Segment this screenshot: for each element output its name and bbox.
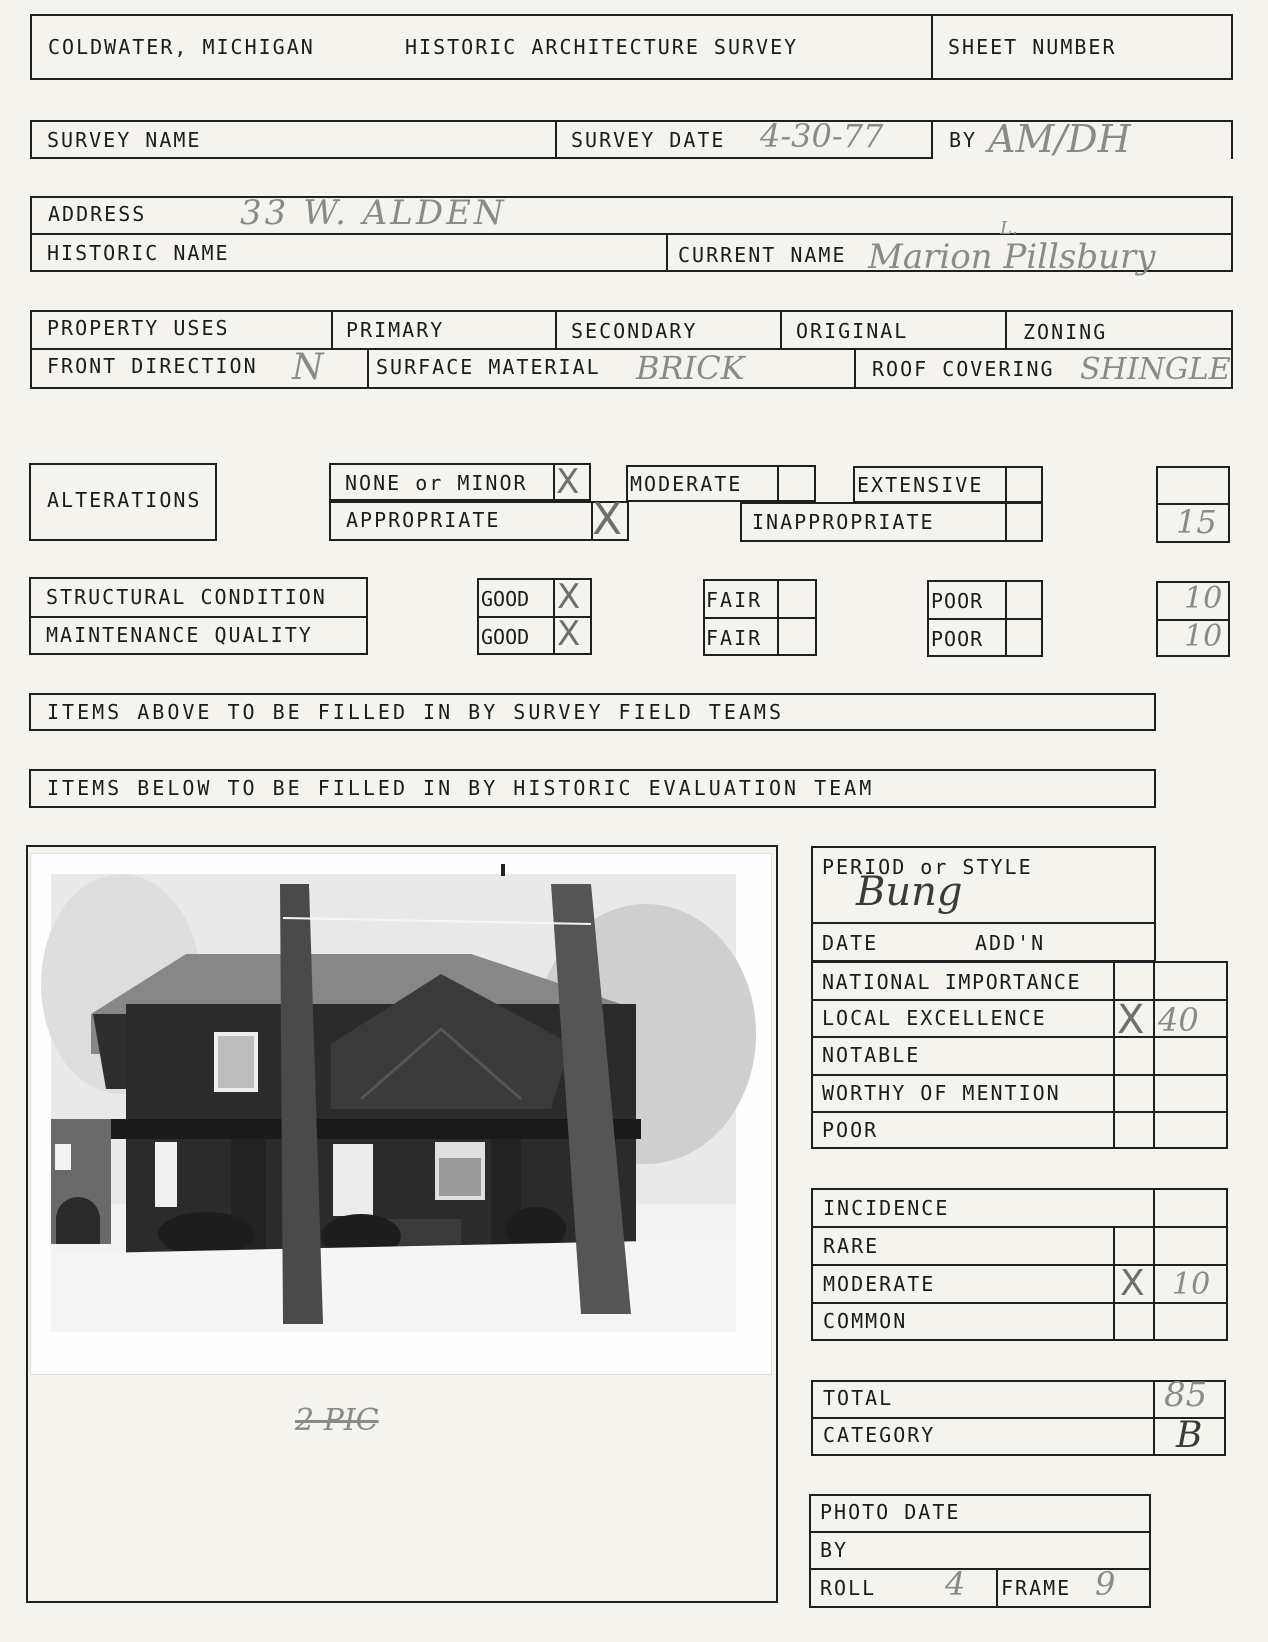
inappropriate-checkbox-div (1005, 502, 1007, 542)
note-below-left (29, 769, 31, 808)
survey-date-label: SURVEY DATE (571, 128, 726, 152)
good-maintenance-check: X (557, 614, 581, 654)
note-above-bottom (29, 729, 1156, 731)
totals-col (1153, 1380, 1155, 1456)
historic-name-label: HISTORIC NAME (47, 241, 230, 265)
current-name-label: CURRENT NAME (678, 243, 847, 267)
address-value: 33 W. ALDEN (240, 193, 507, 233)
form-title: HISTORIC ARCHITECTURE SURVEY (405, 35, 799, 59)
property-div-primary (331, 310, 333, 348)
fair-structural-label: FAIR (706, 588, 763, 612)
worthy-of-mention-label: WORTHY OF MENTION (822, 1081, 1061, 1105)
category-label: CATEGORY (823, 1423, 936, 1447)
common-label: COMMON (823, 1309, 908, 1333)
current-name-note: L. (1000, 218, 1018, 239)
fair-maintenance-label: FAIR (706, 626, 763, 650)
original-label: ORIGINAL (796, 319, 909, 343)
note-below-right (1154, 769, 1156, 808)
note-below-top (29, 769, 1156, 771)
roof-covering-label: ROOF COVERING (872, 357, 1055, 381)
survey-by-value: AM/DH (988, 117, 1131, 161)
addn-label: ADD'N (975, 931, 1046, 955)
primary-label: PRIMARY (346, 318, 445, 342)
structural-score: 10 (1184, 581, 1223, 616)
good-structural-label: GOOD (481, 587, 530, 611)
maintenance-quality-label: MAINTENANCE QUALITY (46, 623, 313, 647)
good-checkbox-div (553, 578, 555, 655)
period-style-value: Bung (856, 869, 963, 915)
local-excellence-check: X (1117, 997, 1145, 1043)
moderate-incidence-label: MODERATE (823, 1272, 936, 1296)
survey-row-div2 (931, 120, 933, 159)
roll-value: 4 (945, 1565, 966, 1603)
moderate-incidence-score: 10 (1172, 1267, 1211, 1302)
incidence-row-2 (811, 1264, 1228, 1266)
total-label: TOTAL (823, 1386, 894, 1410)
note-below-bottom (29, 806, 1156, 808)
period-style-label: PERIOD or STYLE (822, 855, 1033, 879)
address-label: ADDRESS (48, 202, 147, 226)
survey-row-div1 (555, 120, 557, 159)
front-direction-label: FRONT DIRECTION (47, 354, 258, 378)
moderate-incidence-check: X (1120, 1263, 1145, 1304)
appropriate-label: APPROPRIATE (346, 508, 501, 532)
survey-by-label: BY (949, 128, 978, 152)
rare-label: RARE (823, 1234, 880, 1258)
photo-caption: 2 PIC (295, 1403, 379, 1438)
appropriate-check: X (592, 494, 623, 545)
property-uses-label: PROPERTY USES (47, 316, 230, 340)
fair-divider (703, 617, 817, 619)
note-above-right (1154, 693, 1156, 731)
photo-info-col (996, 1568, 998, 1608)
note-below: ITEMS BELOW TO BE FILLED IN BY HISTORIC EVALUATION TEAM (47, 776, 875, 800)
poor-checkbox-div (1005, 580, 1007, 657)
house-photo-svg (31, 854, 771, 1374)
importance-row-4 (811, 1111, 1228, 1113)
note-above-top (29, 693, 1156, 695)
frame-label: FRAME (1001, 1576, 1072, 1600)
property-div-secondary (555, 310, 557, 348)
house-photo (30, 853, 772, 1375)
local-excellence-label: LOCAL EXCELLENCE (822, 1006, 1047, 1030)
category-value: B (1176, 1415, 1203, 1456)
importance-row-3 (811, 1074, 1228, 1076)
moderate-alt-checkbox-div (777, 465, 779, 502)
survey-row-left (30, 120, 32, 159)
poor-structural-label: POOR (931, 589, 984, 613)
surface-material-value: BRICK (636, 349, 745, 387)
none-minor-label: NONE or MINOR (345, 471, 528, 495)
roof-covering-value: SHINGLE (1080, 352, 1231, 387)
photo-info-row-1 (809, 1531, 1151, 1533)
fair-checkbox-div (777, 579, 779, 656)
note-above-left (29, 693, 31, 731)
moderate-alt-label: MODERATE (630, 472, 743, 496)
national-importance-label: NATIONAL IMPORTANCE (822, 970, 1082, 994)
local-excellence-score: 40 (1158, 1001, 1199, 1039)
extensive-label: EXTENSIVE (857, 473, 984, 497)
secondary-label: SECONDARY (571, 319, 698, 343)
alterations-score: 15 (1176, 503, 1217, 541)
none-minor-checkbox-div (553, 463, 555, 501)
address-name-divider (666, 233, 668, 272)
incidence-col-2 (1153, 1188, 1155, 1341)
surface-material-label: SURFACE MATERIAL (376, 355, 601, 379)
condition-label-divider (29, 616, 368, 618)
poor-importance-label: POOR (822, 1118, 879, 1142)
zoning-label: ZONING (1023, 320, 1108, 344)
totals-divider (811, 1417, 1226, 1419)
alterations-label: ALTERATIONS (47, 488, 202, 512)
good-structural-check: X (557, 577, 581, 617)
extensive-checkbox-div (1005, 466, 1007, 503)
survey-name-label: SURVEY NAME (47, 128, 202, 152)
photo-by-label: BY (820, 1538, 849, 1562)
photo-date-label: PHOTO DATE (820, 1500, 961, 1524)
property-divider (30, 348, 1233, 350)
poor-divider (927, 618, 1043, 620)
survey-row-right (1231, 120, 1233, 159)
roll-label: ROLL (820, 1576, 877, 1600)
none-minor-check: X (556, 462, 580, 502)
front-direction-value: N (292, 347, 324, 388)
note-above: ITEMS ABOVE TO BE FILLED IN BY SURVEY FIELD TEAMS (47, 700, 785, 724)
current-name-value: Marion Pillsbury (868, 237, 1156, 277)
city-label: COLDWATER, MICHIGAN (48, 35, 315, 59)
inappropriate-label: INAPPROPRIATE (752, 510, 935, 534)
property-div-original (780, 310, 782, 348)
total-value: 85 (1164, 1375, 1208, 1415)
maintenance-score: 10 (1184, 619, 1223, 654)
importance-col-1 (1113, 961, 1115, 1149)
property-div-surface (367, 348, 369, 389)
poor-maintenance-label: POOR (931, 627, 984, 651)
property-div-roof (854, 348, 856, 389)
good-maintenance-label: GOOD (481, 625, 530, 649)
header-divider (931, 14, 933, 80)
survey-row-bottom (30, 157, 933, 159)
importance-col-2 (1153, 961, 1155, 1149)
incidence-col-1 (1113, 1226, 1115, 1341)
sheet-number-label: SHEET NUMBER (948, 35, 1117, 59)
incidence-row-1 (811, 1226, 1228, 1228)
property-div-zoning (1005, 310, 1007, 348)
notable-label: NOTABLE (822, 1043, 921, 1067)
incidence-row-3 (811, 1302, 1228, 1304)
frame-value: 9 (1095, 1565, 1116, 1603)
incidence-label: INCIDENCE (823, 1196, 950, 1220)
address-divider (30, 233, 1233, 235)
date-label: DATE (822, 931, 879, 955)
survey-date-value: 4-30-77 (760, 117, 884, 155)
structural-condition-label: STRUCTURAL CONDITION (46, 585, 327, 609)
